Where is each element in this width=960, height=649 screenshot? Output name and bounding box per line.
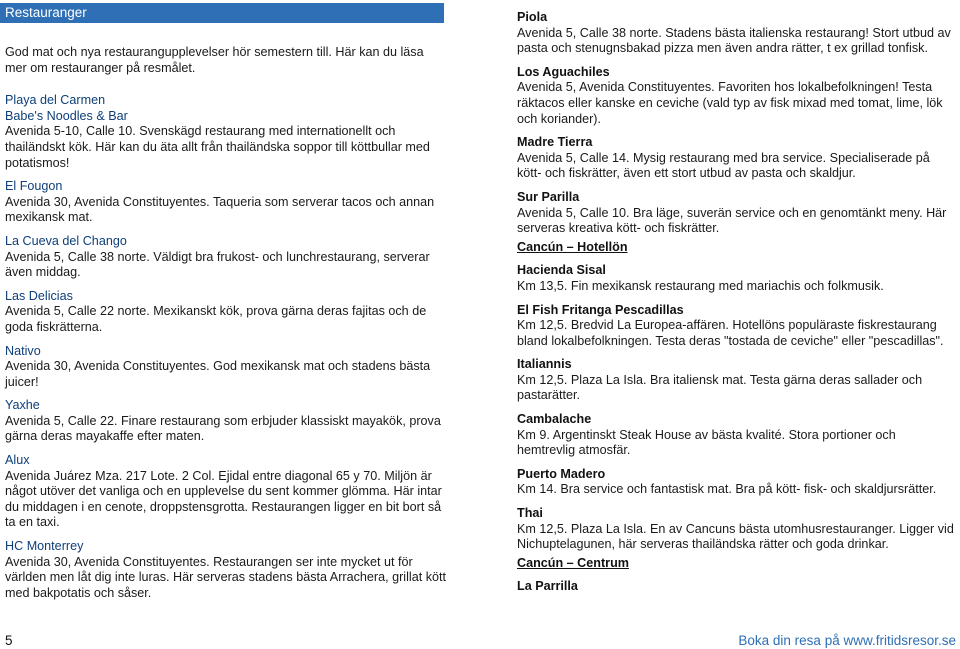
restaurant-entry (517, 303, 957, 350)
right-column (517, 10, 957, 595)
restaurant-name: La Cueva del Chango (5, 233, 127, 248)
left-entries (0, 93, 446, 601)
restaurant-entry (5, 179, 446, 226)
restaurant-entry (5, 344, 446, 391)
restaurant-entry (517, 506, 957, 553)
restaurant-desc: Avenida 5, Calle 22 norte. Mexikanskt kök, prova gärna deras fajitas och de goda fiskrätterna. (5, 304, 427, 334)
restaurant-desc: Avenida 5, Calle 38 norte. Väldigt bra frukost- och lunchrestaurang, serverar även middag. (5, 249, 430, 280)
restaurant-name: Babe's Noodles & Bar (5, 108, 128, 123)
restaurant-name: Sur Parilla (517, 189, 580, 204)
restaurant-desc: Avenida 5-10, Calle 10. Svenskägd restaurang med internationellt och thailändskt kök. Här kan du äta allt från thailändska soppor till köttbullar med potatismos! (5, 124, 430, 170)
region-heading-centrum: Cancún – Centrum (517, 555, 629, 570)
restaurant-desc: Avenida 30, Avenida Constituyentes. Restaurangen ser inte mycket ut för världen men låt dig inte luras. Här serveras stadens bästa Arrachera, grillat kött med bakpotatis och såser. (5, 554, 446, 600)
booking-link[interactable]: Boka din resa på www.fritidsresor.se (738, 633, 956, 648)
page-title: Restauranger (0, 3, 444, 23)
restaurant-desc: Avenida 5, Avenida Constituyentes. Favoriten hos lokalbefolkningen! Testa räktacos eller kanske en ceviche (vald typ av fisk mixad med tomat, lime, lök och koriander). (517, 80, 943, 126)
restaurant-entry (517, 412, 957, 459)
restaurant-name: Yaxhe (5, 398, 40, 413)
restaurant-entry (517, 467, 957, 498)
restaurant-entry (517, 190, 957, 237)
restaurant-name: Italiannis (517, 357, 572, 372)
restaurant-desc: Avenida 30, Avenida Constituyentes. Taqueria som serverar tacos och annan mexikansk mat. (5, 194, 435, 225)
restaurant-entry (5, 453, 446, 531)
restaurant-desc: Avenida 5, Calle 10. Bra läge, suverän service och en genomtänkt meny. Här serveras kreativa kött- och fiskrätter. (517, 205, 947, 236)
restaurant-desc: Avenida 5, Calle 22. Finare restaurang som erbjuder klassiskt mayakök, prova gärna deras mayakaffe efter maten. (5, 413, 441, 444)
restaurant-name: La Parrilla (517, 579, 578, 594)
restaurant-name: Hacienda Sisal (517, 263, 606, 278)
restaurant-entry (5, 539, 446, 601)
restaurant-name: El Fish Fritanga Pescadillas (517, 302, 684, 317)
restaurant-desc: Km 14. Bra service och fantastisk mat. Bra på kött- fisk- och skaldjursrätter. (517, 482, 937, 497)
region-heading-playa: Playa del Carmen (5, 93, 106, 108)
restaurant-name: Madre Tierra (517, 135, 593, 150)
restaurant-entry (517, 65, 957, 127)
restaurant-desc: Avenida Juárez Mza. 217 Lote. 2 Col. Ejidal entre diagonal 65 y 70. Miljön är något utöver det vanliga och en upplevelse du sent kommer glömma. Här intar du middagen i en cenote, droppstensgrotta. Restaurangen ligger en bit bort så ta en taxi. (5, 468, 442, 530)
restaurant-entry (517, 135, 957, 182)
restaurant-entry (5, 289, 446, 336)
restaurant-name: Las Delicias (5, 288, 73, 303)
restaurant-name: Los Aguachiles (517, 64, 610, 79)
restaurant-name: Puerto Madero (517, 466, 606, 481)
restaurant-desc: Avenida 5, Calle 38 norte. Stadens bästa italienska restaurang! Stort utbud av pasta och stenugnsbakad pizza men även andra rätter, t ex grillad tonfisk. (517, 25, 951, 56)
restaurant-name: Thai (517, 506, 543, 521)
restaurant-desc: Km 13,5. Fin mexikansk restaurang med mariachis och folkmusik. (517, 278, 884, 293)
restaurant-name: Cambalache (517, 412, 592, 427)
restaurant-desc: Avenida 30, Avenida Constituyentes. God mexikansk mat och stadens bästa juicer! (5, 359, 431, 389)
region-heading-hotel-zone: Cancún – Hotellön (517, 239, 628, 254)
intro-text: God mat och nya restaurangupplevelser hör semestern till. Här kan du läsa mer om restauranger på resmålet. (5, 45, 424, 75)
restaurant-entry (5, 398, 446, 445)
restaurant-entry (517, 10, 957, 57)
restaurant-desc: Km 12,5. Bredvid La Europea-affären. Hotellöns populäraste fiskrestaurang bland lokalbefolkningen. Testa deras "tostada de ceviche" eller "pescadillas". (517, 318, 944, 348)
restaurant-desc: Km 12,5. Plaza La Isla. Bra italiensk mat. Testa gärna deras sallader och pastarätter. (517, 372, 923, 403)
restaurant-name: Alux (5, 453, 30, 468)
restaurant-desc: Km 12,5. Plaza La Isla. En av Cancuns bästa utomhusrestauranger. Ligger vid Nichuptelagunen, här serveras thailändska rätter och goda drinkar. (517, 521, 954, 552)
restaurant-name: Piola (517, 10, 548, 24)
restaurant-name: HC Monterrey (5, 539, 84, 554)
restaurant-entry (5, 234, 446, 281)
restaurant-desc: Avenida 5, Calle 14. Mysig restaurang med bra service. Specialiserade på kött- och fiskrätter, även ett stort utbud av pasta och skaldjur. (517, 150, 930, 181)
restaurant-entry (5, 109, 446, 171)
page-number: 5 (5, 633, 13, 648)
restaurant-name: Nativo (5, 343, 41, 358)
left-column (0, 0, 446, 609)
restaurant-desc: Km 9. Argentinskt Steak House av bästa kvalité. Stora portioner och hemtrevlig atmosfär. (517, 427, 896, 458)
restaurant-entry (517, 357, 957, 404)
restaurant-name: El Fougon (5, 179, 63, 194)
restaurant-entry (517, 263, 957, 294)
